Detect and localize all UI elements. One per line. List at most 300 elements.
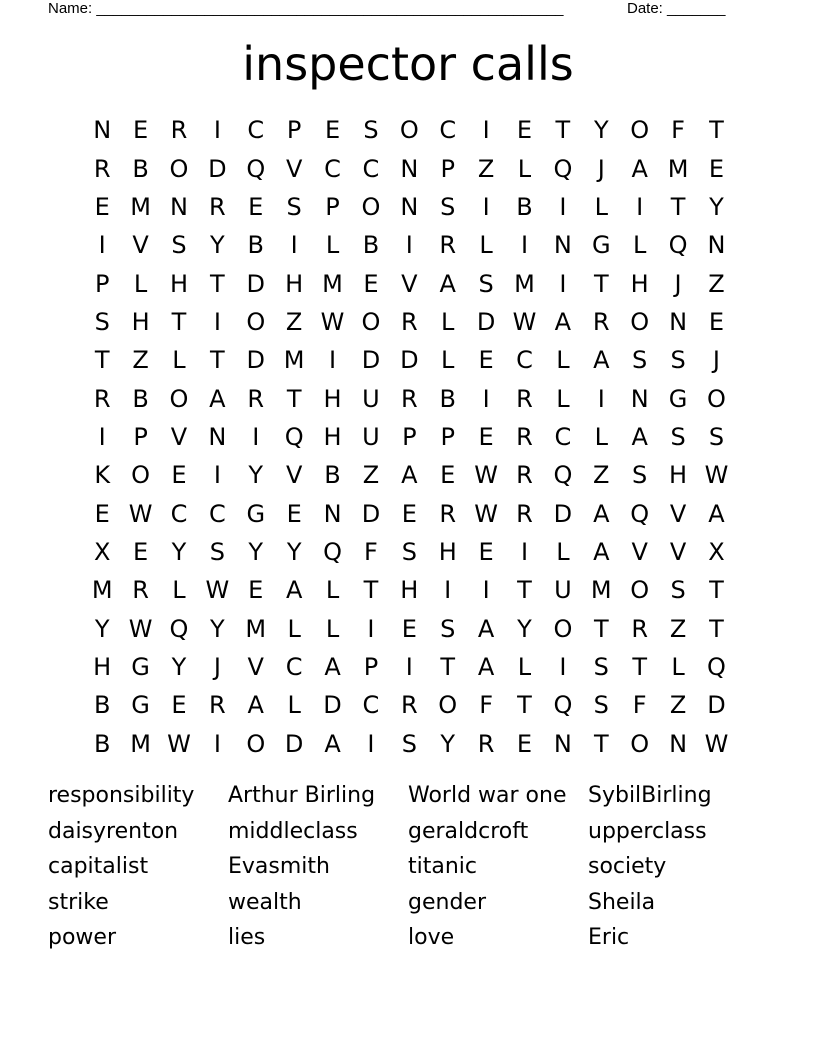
grid-letter: I <box>405 652 413 681</box>
grid-letter: A <box>247 691 264 720</box>
grid-letter: G <box>131 691 150 720</box>
grid-letter: Z <box>362 461 380 490</box>
grid-letter: C <box>362 691 380 720</box>
grid-letter: I <box>213 461 221 490</box>
grid-letter: I <box>482 384 490 413</box>
grid-letter: O <box>169 154 189 183</box>
word-list-item: middleclass <box>228 818 358 844</box>
word-list-item: Eric <box>588 925 630 950</box>
grid-letter: J <box>597 154 605 183</box>
grid-letter: O <box>707 384 726 413</box>
grid-letter: O <box>399 116 419 145</box>
grid-letter: T <box>709 614 724 643</box>
grid-letter: A <box>439 269 456 298</box>
grid-letter: I <box>559 652 567 681</box>
grid-letter: R <box>93 154 111 183</box>
grid-letter: R <box>477 729 495 758</box>
grid-letter: N <box>323 499 342 528</box>
grid-letter: O <box>630 307 650 336</box>
grid-letter: T <box>94 346 110 375</box>
grid-letter: Q <box>553 691 573 720</box>
grid-letter: L <box>133 269 148 298</box>
grid-letter: P <box>94 269 110 298</box>
grid-letter: Z <box>593 461 610 490</box>
grid-letter: A <box>285 576 303 605</box>
grid-letter: I <box>329 346 337 375</box>
grid-letter: M <box>130 192 151 221</box>
grid-letter: Q <box>246 154 266 183</box>
grid-letter: R <box>400 307 418 336</box>
grid-letter: O <box>169 384 189 413</box>
grid-letter: L <box>632 231 647 260</box>
grid-letter: O <box>246 729 266 758</box>
grid-letter: T <box>670 192 686 221</box>
grid-letter: X <box>708 537 725 566</box>
grid-letter: L <box>671 652 685 681</box>
date-field: Date: _______ <box>627 0 726 17</box>
grid-letter: S <box>632 461 648 490</box>
grid-letter: N <box>93 116 112 145</box>
grid-letter: S <box>401 729 417 758</box>
grid-letter: L <box>172 576 186 605</box>
grid-letter: S <box>670 422 686 451</box>
word-list-item: titanic <box>408 854 477 879</box>
grid-letter: I <box>482 576 490 605</box>
grid-letter: N <box>208 422 227 451</box>
grid-letter: T <box>632 652 647 681</box>
grid-letter: R <box>516 422 533 451</box>
grid-letter: E <box>401 614 417 643</box>
grid-letter: L <box>441 307 455 336</box>
grid-letter: I <box>367 614 375 643</box>
word-list-item: love <box>408 925 455 950</box>
grid-letter: L <box>479 231 493 260</box>
grid-letter: I <box>213 729 221 758</box>
grid-letter: G <box>591 231 611 260</box>
grid-letter: B <box>132 154 149 183</box>
grid-letter: B <box>516 192 533 221</box>
grid-letter: A <box>401 461 418 490</box>
grid-letter: Z <box>669 691 687 720</box>
grid-letter: V <box>401 269 418 298</box>
grid-letter: E <box>363 269 379 298</box>
grid-letter: R <box>132 576 149 605</box>
grid-letter: Y <box>248 461 264 490</box>
grid-letter: E <box>94 192 110 221</box>
grid-letter: Q <box>630 499 650 528</box>
grid-letter: T <box>517 691 532 720</box>
grid-letter: I <box>405 231 413 260</box>
grid-letter: L <box>556 537 570 566</box>
grid-letter: R <box>439 231 457 260</box>
grid-letter: Y <box>210 231 225 260</box>
grid-letter: E <box>478 346 494 375</box>
grid-letter: M <box>514 269 535 298</box>
grid-letter: H <box>630 269 649 298</box>
grid-letter: E <box>133 537 149 566</box>
grid-letter: I <box>597 384 605 413</box>
grid-letter: D <box>707 691 726 720</box>
grid-letter: Y <box>286 537 302 566</box>
grid-letter: M <box>667 154 689 183</box>
grid-letter: P <box>133 422 148 451</box>
grid-letter: R <box>400 691 418 720</box>
grid-letter: E <box>133 116 149 145</box>
grid-letter: I <box>367 729 375 758</box>
grid-letter: S <box>363 116 379 145</box>
grid-letter: S <box>286 192 302 221</box>
grid-letter: H <box>131 307 150 336</box>
grid-letter: R <box>439 499 457 528</box>
grid-letter: Z <box>477 154 495 183</box>
word-list-item: Arthur Birling <box>228 783 376 808</box>
grid-letter: J <box>213 652 221 681</box>
grid-letter: F <box>364 537 378 566</box>
grid-letter: I <box>444 576 452 605</box>
grid-letter: E <box>440 461 456 490</box>
grid-letter: D <box>246 269 265 298</box>
grid-letter: G <box>246 499 266 528</box>
grid-letter: D <box>400 346 419 375</box>
grid-letter: I <box>290 231 298 260</box>
grid-letter: Q <box>668 231 688 260</box>
grid-letter: C <box>362 154 380 183</box>
grid-letter: C <box>170 499 188 528</box>
grid-letter: V <box>132 231 149 260</box>
word-list-item: daisyrenton <box>48 818 179 844</box>
grid-letter: E <box>171 691 187 720</box>
grid-letter: L <box>517 652 532 681</box>
grid-letter: N <box>400 192 419 221</box>
grid-letter: T <box>709 116 724 145</box>
grid-letter: S <box>593 652 609 681</box>
grid-letter: N <box>400 154 419 183</box>
grid-letter: W <box>474 461 498 490</box>
word-list-item: Sheila <box>588 889 656 915</box>
grid-letter: R <box>592 307 610 336</box>
grid-letter: N <box>553 231 572 260</box>
page-title: inspector calls <box>242 37 574 91</box>
grid-letter: E <box>286 499 302 528</box>
grid-letter: D <box>323 691 342 720</box>
grid-letter: G <box>131 652 150 681</box>
grid-letter: L <box>517 154 532 183</box>
grid-letter: D <box>361 346 381 375</box>
grid-letter: D <box>208 154 227 183</box>
grid-letter: B <box>132 384 149 413</box>
grid-letter: C <box>516 346 533 375</box>
grid-letter: T <box>440 652 456 681</box>
grid-letter: O <box>630 576 650 605</box>
grid-letter: S <box>171 231 187 260</box>
grid-letter: I <box>482 192 490 221</box>
grid-letter: Y <box>94 614 110 643</box>
grid-letter: A <box>324 729 341 758</box>
grid-letter: I <box>213 307 221 336</box>
grid-letter: S <box>593 691 609 720</box>
grid-letter: E <box>516 116 533 145</box>
grid-letter: A <box>593 537 610 566</box>
grid-letter: D <box>553 499 573 528</box>
grid-letter: H <box>169 269 188 298</box>
grid-letter: E <box>171 461 187 490</box>
grid-letter: R <box>631 614 648 643</box>
grid-letter: B <box>247 231 264 260</box>
grid-letter: O <box>246 307 266 336</box>
grid-letter: P <box>402 422 417 451</box>
grid-letter: D <box>361 499 381 528</box>
grid-letter: Y <box>593 116 609 145</box>
grid-letter: I <box>98 231 106 260</box>
grid-letter: L <box>325 231 340 260</box>
grid-letter: H <box>285 269 304 298</box>
grid-letter: L <box>172 346 186 375</box>
grid-letter: I <box>98 422 106 451</box>
grid-letter: S <box>670 576 686 605</box>
grid-letter: W <box>704 729 729 758</box>
grid-letter: Q <box>553 461 573 490</box>
grid-letter: D <box>284 729 304 758</box>
grid-letter: N <box>707 231 726 260</box>
grid-letter: C <box>285 652 303 681</box>
grid-letter: P <box>325 192 340 221</box>
grid-letter: A <box>708 499 725 528</box>
grid-letter: J <box>674 269 682 298</box>
grid-letter: N <box>669 307 688 336</box>
grid-letter: S <box>440 192 456 221</box>
grid-letter: Y <box>171 652 187 681</box>
grid-letter: Q <box>707 652 726 681</box>
grid-letter: Q <box>284 422 304 451</box>
grid-letter: T <box>517 576 532 605</box>
grid-letter: T <box>709 576 724 605</box>
grid-letter: K <box>94 461 111 490</box>
grid-letter: O <box>438 691 458 720</box>
grid-letter: S <box>440 614 456 643</box>
grid-letter: H <box>438 537 457 566</box>
word-list-item: Evasmith <box>228 854 330 879</box>
grid-letter: E <box>708 154 725 183</box>
grid-letter: A <box>554 307 572 336</box>
grid-letter: W <box>128 614 153 643</box>
grid-letter: I <box>559 192 567 221</box>
grid-letter: T <box>210 346 225 375</box>
grid-letter: I <box>213 116 221 145</box>
grid-letter: P <box>440 422 455 451</box>
word-list-item: upperclass <box>588 818 707 844</box>
grid-letter: L <box>556 346 570 375</box>
grid-letter: I <box>559 269 567 298</box>
word-list-item: gender <box>408 889 486 915</box>
grid-letter: A <box>593 499 610 528</box>
grid-letter: L <box>594 422 608 451</box>
word-search-grid <box>83 111 736 763</box>
grid-letter: Y <box>210 614 225 643</box>
word-list-item: World war one <box>408 783 567 808</box>
grid-letter: T <box>171 307 187 336</box>
grid-letter: A <box>631 422 648 451</box>
grid-letter: Q <box>553 154 573 183</box>
grid-letter: C <box>554 422 572 451</box>
grid-letter: V <box>170 422 188 451</box>
grid-letter: D <box>246 346 265 375</box>
word-list-item: wealth <box>228 889 302 915</box>
grid-letter: E <box>248 192 264 221</box>
grid-letter: W <box>704 461 729 490</box>
word-list-item: responsibility <box>48 783 195 808</box>
grid-letter: A <box>477 614 495 643</box>
grid-letter: P <box>363 652 379 681</box>
grid-letter: H <box>323 422 342 451</box>
grid-letter: Y <box>248 537 264 566</box>
word-list-item: geraldcroft <box>408 818 529 844</box>
grid-letter: M <box>283 346 305 375</box>
grid-letter: T <box>286 384 302 413</box>
grid-letter: A <box>631 154 648 183</box>
grid-letter: E <box>94 499 110 528</box>
grid-letter: L <box>287 691 301 720</box>
word-list-item: capitalist <box>48 854 149 879</box>
grid-letter: L <box>556 384 570 413</box>
grid-letter: V <box>669 537 687 566</box>
grid-letter: S <box>401 537 417 566</box>
grid-letter: Z <box>285 307 303 336</box>
grid-letter: Q <box>169 614 189 643</box>
grid-letter: D <box>476 307 496 336</box>
grid-letter: L <box>325 614 340 643</box>
word-list <box>48 778 768 956</box>
grid-letter: J <box>712 346 720 375</box>
grid-letter: Z <box>669 614 687 643</box>
grid-letter: R <box>93 384 111 413</box>
grid-letter: O <box>553 614 573 643</box>
grid-letter: C <box>439 116 457 145</box>
grid-letter: B <box>93 729 111 758</box>
grid-letter: Q <box>323 537 342 566</box>
grid-letter: Y <box>517 614 532 643</box>
grid-letter: A <box>593 346 610 375</box>
grid-letter: O <box>131 461 151 490</box>
grid-letter: T <box>593 269 609 298</box>
grid-letter: G <box>668 384 688 413</box>
grid-letter: N <box>170 192 188 221</box>
grid-letter: T <box>593 729 609 758</box>
grid-letter: P <box>440 154 455 183</box>
word-list-item: SybilBirling <box>588 783 712 808</box>
grid-letter: T <box>593 614 609 643</box>
grid-letter: C <box>247 116 265 145</box>
grid-letter: T <box>210 269 225 298</box>
grid-letter: Y <box>440 729 456 758</box>
grid-letter: S <box>478 269 494 298</box>
grid-letter: X <box>93 537 111 566</box>
grid-letter: Y <box>171 537 187 566</box>
grid-letter: V <box>247 652 264 681</box>
grid-letter: V <box>285 154 303 183</box>
grid-letter: L <box>594 192 608 221</box>
grid-letter: M <box>590 576 612 605</box>
grid-letter: O <box>630 729 650 758</box>
grid-letter: E <box>401 499 417 528</box>
grid-letter: R <box>516 499 533 528</box>
grid-letter: U <box>554 576 572 605</box>
grid-letter: H <box>93 652 112 681</box>
grid-letter: L <box>325 576 340 605</box>
word-list-item: society <box>588 854 667 879</box>
grid-letter: W <box>205 576 230 605</box>
grid-letter: V <box>631 537 648 566</box>
grid-letter: E <box>478 422 494 451</box>
grid-letter: I <box>482 116 490 145</box>
grid-letter: E <box>708 307 725 336</box>
grid-letter: C <box>324 154 341 183</box>
grid-letter: H <box>400 576 419 605</box>
grid-letter: H <box>323 384 342 413</box>
grid-letter: A <box>477 652 495 681</box>
grid-letter: R <box>247 384 265 413</box>
grid-letter: E <box>248 576 264 605</box>
grid-letter: V <box>285 461 303 490</box>
grid-letter: S <box>632 346 648 375</box>
grid-letter: B <box>93 691 111 720</box>
grid-letter: B <box>324 461 341 490</box>
grid-letter: A <box>324 652 341 681</box>
grid-letter: R <box>516 384 533 413</box>
word-list-item: strike <box>48 889 109 915</box>
grid-letter: Z <box>132 346 149 375</box>
grid-letter: U <box>362 422 380 451</box>
grid-letter: F <box>479 691 493 720</box>
grid-letter: M <box>91 576 113 605</box>
grid-letter: R <box>209 192 226 221</box>
grid-letter: I <box>520 231 529 260</box>
grid-letter: L <box>441 346 455 375</box>
grid-letter: U <box>362 384 380 413</box>
grid-letter: E <box>516 729 533 758</box>
grid-letter: I <box>252 422 260 451</box>
grid-letter: Y <box>709 192 724 221</box>
grid-letter: E <box>324 116 341 145</box>
word-list-item: power <box>48 925 116 950</box>
grid-letter: N <box>630 384 649 413</box>
grid-letter: I <box>520 537 529 566</box>
grid-letter: S <box>670 346 686 375</box>
grid-letter: W <box>320 307 345 336</box>
grid-letter: B <box>362 231 380 260</box>
grid-letter: T <box>363 576 379 605</box>
grid-letter: P <box>286 116 302 145</box>
grid-letter: M <box>322 269 343 298</box>
grid-letter: H <box>669 461 688 490</box>
grid-letter: L <box>287 614 301 643</box>
name-field: Name: ________________________________________________________ <box>48 0 564 17</box>
grid-letter: R <box>516 461 533 490</box>
grid-letter: R <box>170 116 188 145</box>
grid-letter: S <box>708 422 725 451</box>
grid-letter: R <box>209 691 226 720</box>
grid-letter: R <box>400 384 418 413</box>
grid-letter: O <box>630 116 650 145</box>
grid-letter: W <box>512 307 537 336</box>
grid-letter: S <box>94 307 110 336</box>
grid-letter: T <box>555 116 571 145</box>
grid-letter: W <box>474 499 498 528</box>
grid-letter: B <box>439 384 456 413</box>
grid-letter: C <box>208 499 226 528</box>
grid-letter: V <box>669 499 687 528</box>
grid-letter: O <box>361 192 381 221</box>
grid-letter: N <box>553 729 572 758</box>
